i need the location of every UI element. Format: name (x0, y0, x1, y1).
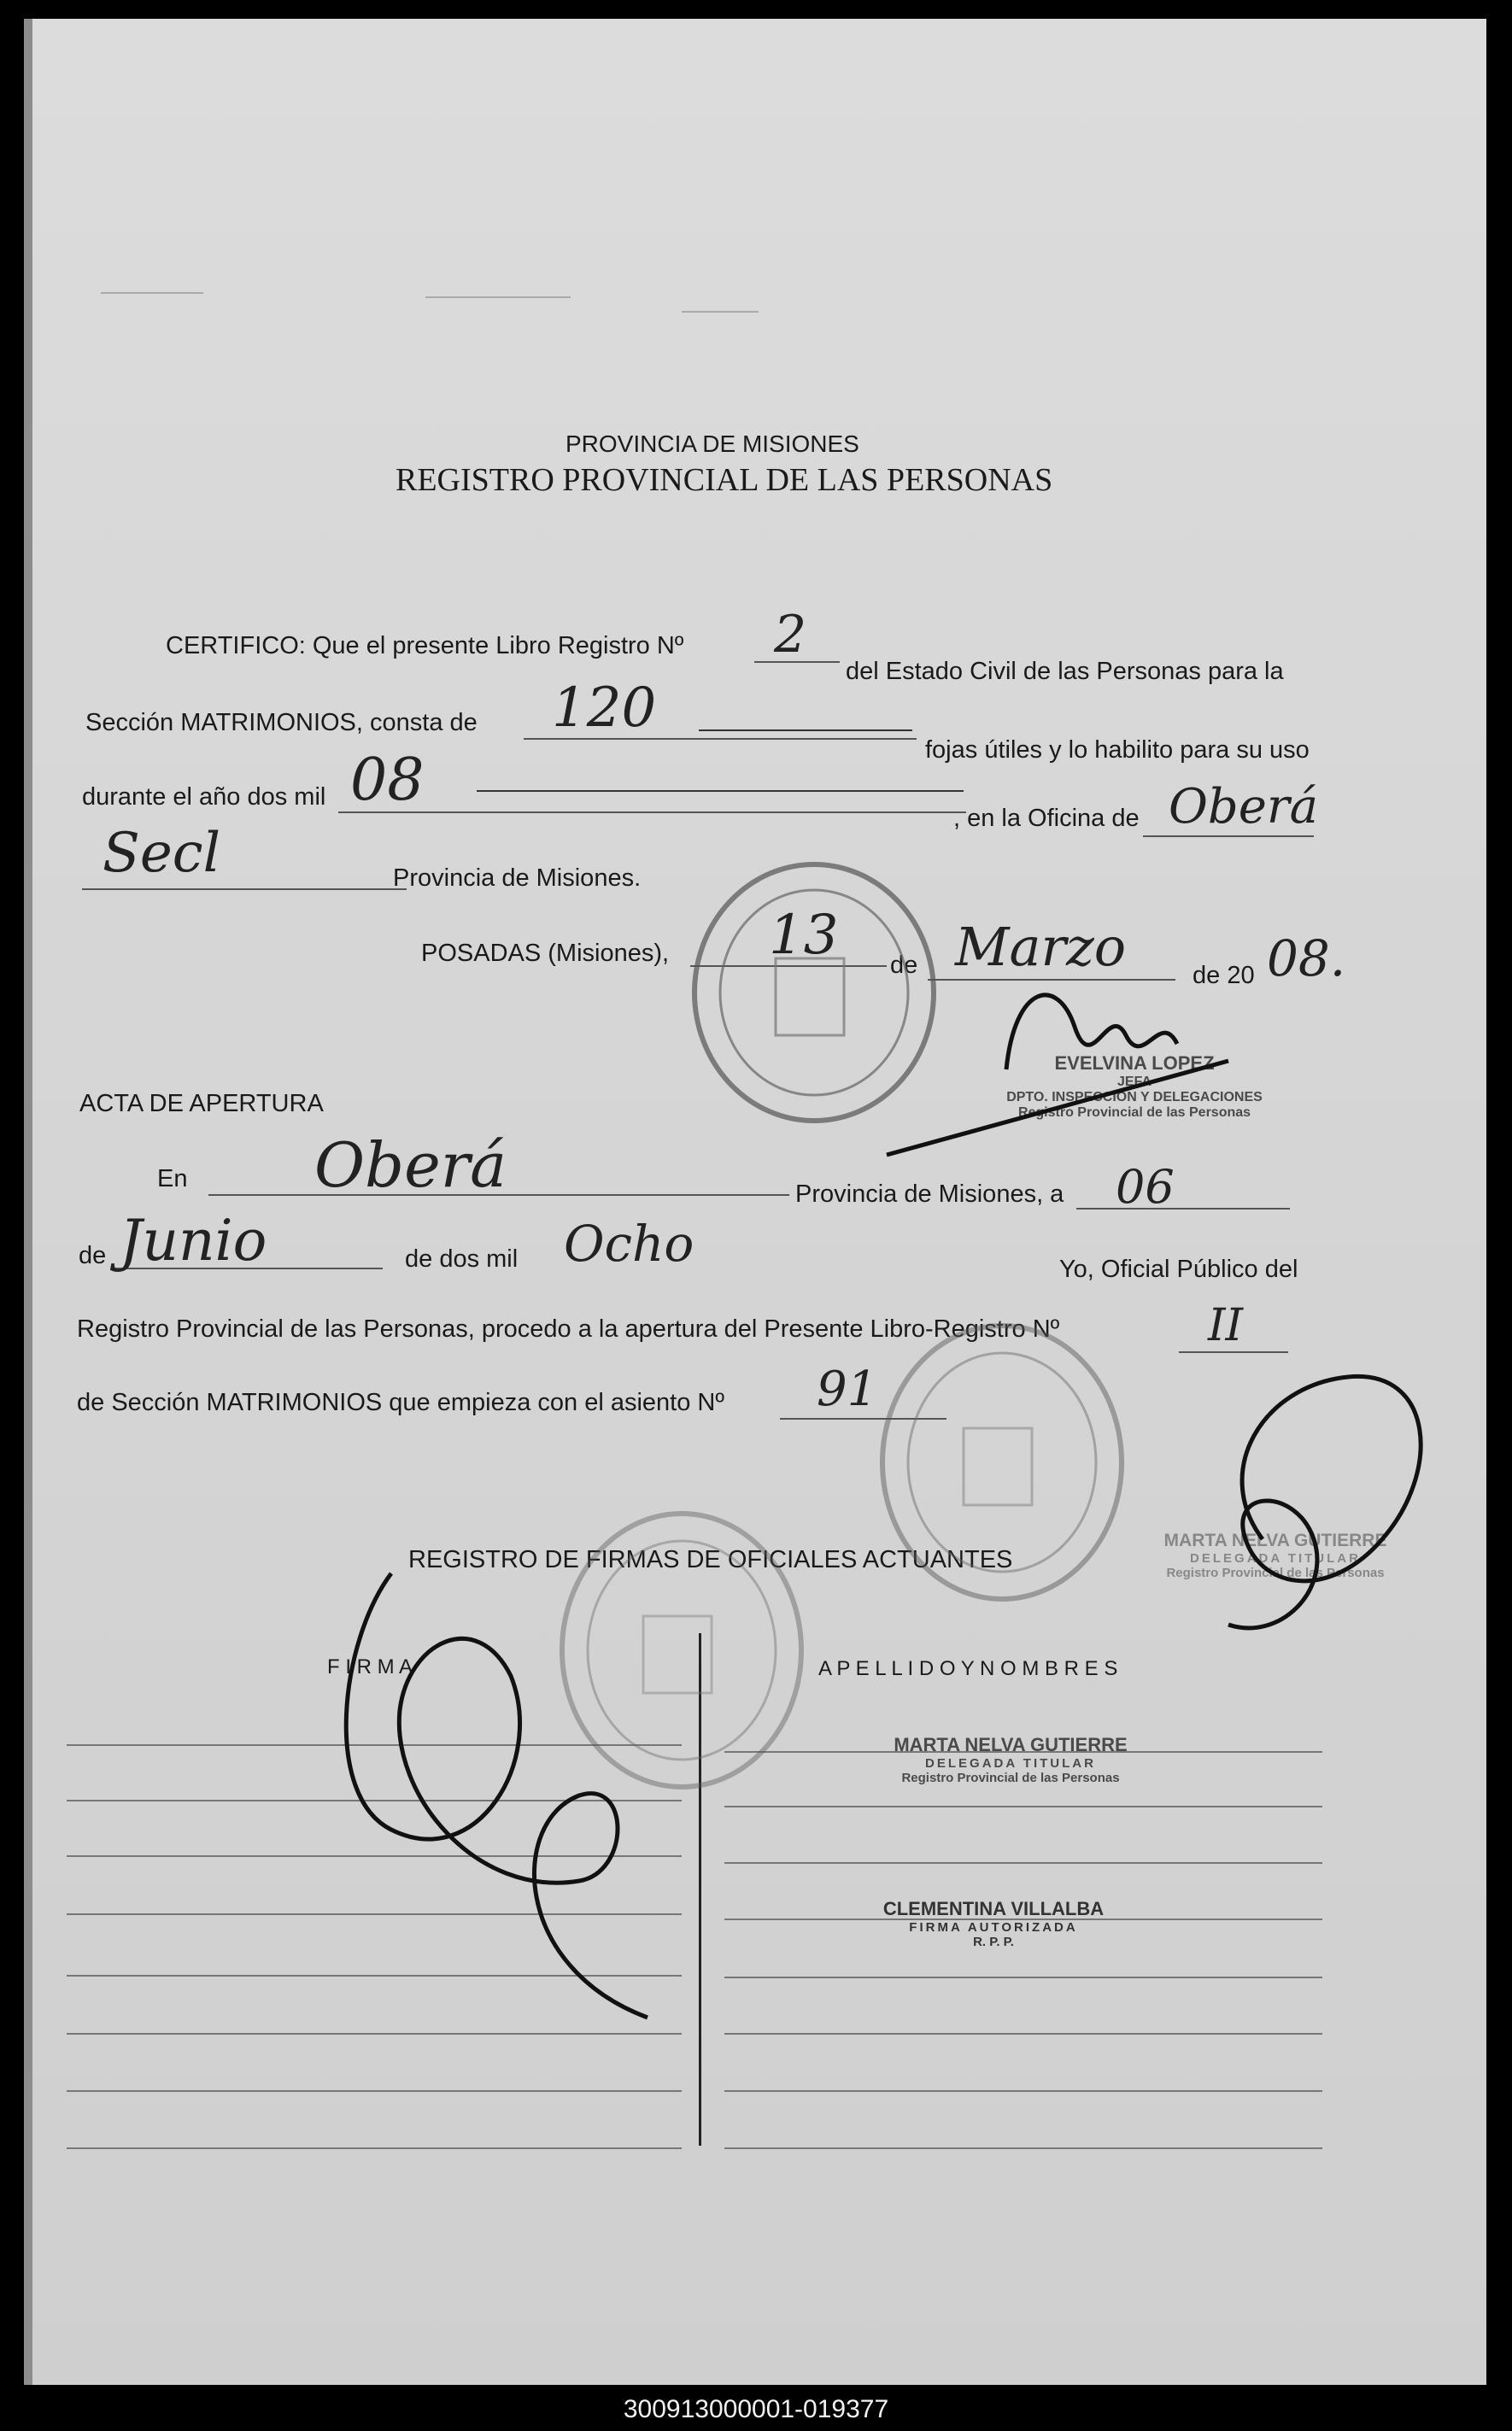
year-value: 08 (350, 747, 425, 814)
de-20-text: de 20 (1193, 962, 1255, 989)
estado-civil-text: del Estado Civil de las Personas para la (846, 658, 1284, 685)
dos-mil-text: de dos mil (405, 1245, 519, 1273)
stamp-line: Registro Provincial de las Personas (901, 1771, 1120, 1785)
stamp-line: DELEGADA TITULAR (1190, 1551, 1361, 1566)
seccion-line-text: de Sección MATRIMONIOS que empieza con el asiento Nº (77, 1389, 724, 1416)
en-text: En (157, 1165, 188, 1192)
stamp-line: FIRMA AUTORIZADA (909, 1920, 1078, 1935)
acta-de-text: de (79, 1242, 107, 1269)
signature-mark (887, 995, 1228, 1155)
firmas-title: REGISTRO DE FIRMAS DE OFICIALES ACTUANTES (408, 1546, 1013, 1573)
signature-mark (1228, 1376, 1421, 1628)
stamp-line: DPTO. INSPECCION Y DELEGACIONES (1006, 1090, 1263, 1104)
document-page (24, 19, 1486, 2385)
acta-title: ACTA DE APERTURA (79, 1090, 324, 1117)
stamp-line: R. P. P. (973, 1935, 1014, 1949)
yo-oficial-text: Yo, Oficial Público del (1059, 1256, 1298, 1283)
certifico-text: CERTIFICO: Que el presente Libro Registro Nº (166, 632, 684, 659)
round-seal-icon (694, 864, 934, 1121)
acta-day-value: 06 (1116, 1160, 1175, 1214)
stamp-line: MARTA NELVA GUTIERRE (1163, 1531, 1387, 1550)
round-seal-icon (882, 1326, 1122, 1599)
stamp-line: EVELVINA LOPEZ (1054, 1052, 1215, 1074)
stamp-line: DELEGADA TITULAR (925, 1756, 1096, 1771)
acta-libro-value: II (1208, 1300, 1244, 1351)
nombres-column-header: A P E L L I D O Y N O M B R E S (818, 1657, 1118, 1680)
place-value: Oberá (314, 1129, 507, 1201)
stamp-line: MARTA NELVA GUTIERRE (894, 1734, 1128, 1755)
stamp-line: Registro Provincial de las Personas (1017, 1105, 1251, 1120)
fojas-text: fojas útiles y lo habilito para su uso (925, 736, 1310, 764)
document-id: 300913000001-019377 (623, 2395, 889, 2423)
year2-value: 08. (1267, 929, 1346, 987)
stamp-line: JEFA (1116, 1075, 1152, 1089)
registry-heading: REGISTRO PROVINCIAL DE LAS PERSONAS (396, 462, 1053, 498)
day-value: 13 (769, 904, 839, 967)
oficina-name-1: Oberá (1169, 779, 1319, 835)
seccion-text: Sección MATRIMONIOS, consta de (85, 709, 478, 736)
oficina-text: , en la Oficina de (953, 805, 1140, 832)
durante-text: durante el año dos mil (82, 783, 326, 811)
stamp-line: CLEMENTINA VILLALBA (882, 1898, 1105, 1919)
de-text: de (890, 952, 918, 979)
seal-graphics (32, 19, 1495, 2385)
asiento-value: 91 (817, 1362, 878, 1417)
libro-no-value: 2 (774, 605, 807, 665)
year-words-value: Ocho (564, 1215, 694, 1273)
acta-month-value: Junio (120, 1208, 267, 1274)
round-seal-icon (562, 1514, 801, 1787)
provincia-a-text: Provincia de Misiones, a (795, 1180, 1064, 1208)
fojas-count-value: 120 (552, 677, 657, 740)
stamp-line: Registro Provincial de las Personas (1166, 1566, 1385, 1580)
oficina-name-2: Secl (103, 822, 221, 885)
provincia-text: Provincia de Misiones. (393, 864, 642, 892)
registro-line-text: Registro Provincial de las Personas, procedo a la apertura del Presente Libro-Registro Nº (77, 1315, 1060, 1343)
province-heading: PROVINCIA DE MISIONES (566, 431, 859, 457)
posadas-text: POSADAS (Misiones), (421, 940, 670, 967)
signature-mark (346, 1573, 648, 2018)
month-value: Marzo (955, 916, 1127, 978)
firma-column-header: F I R M A (327, 1655, 413, 1678)
